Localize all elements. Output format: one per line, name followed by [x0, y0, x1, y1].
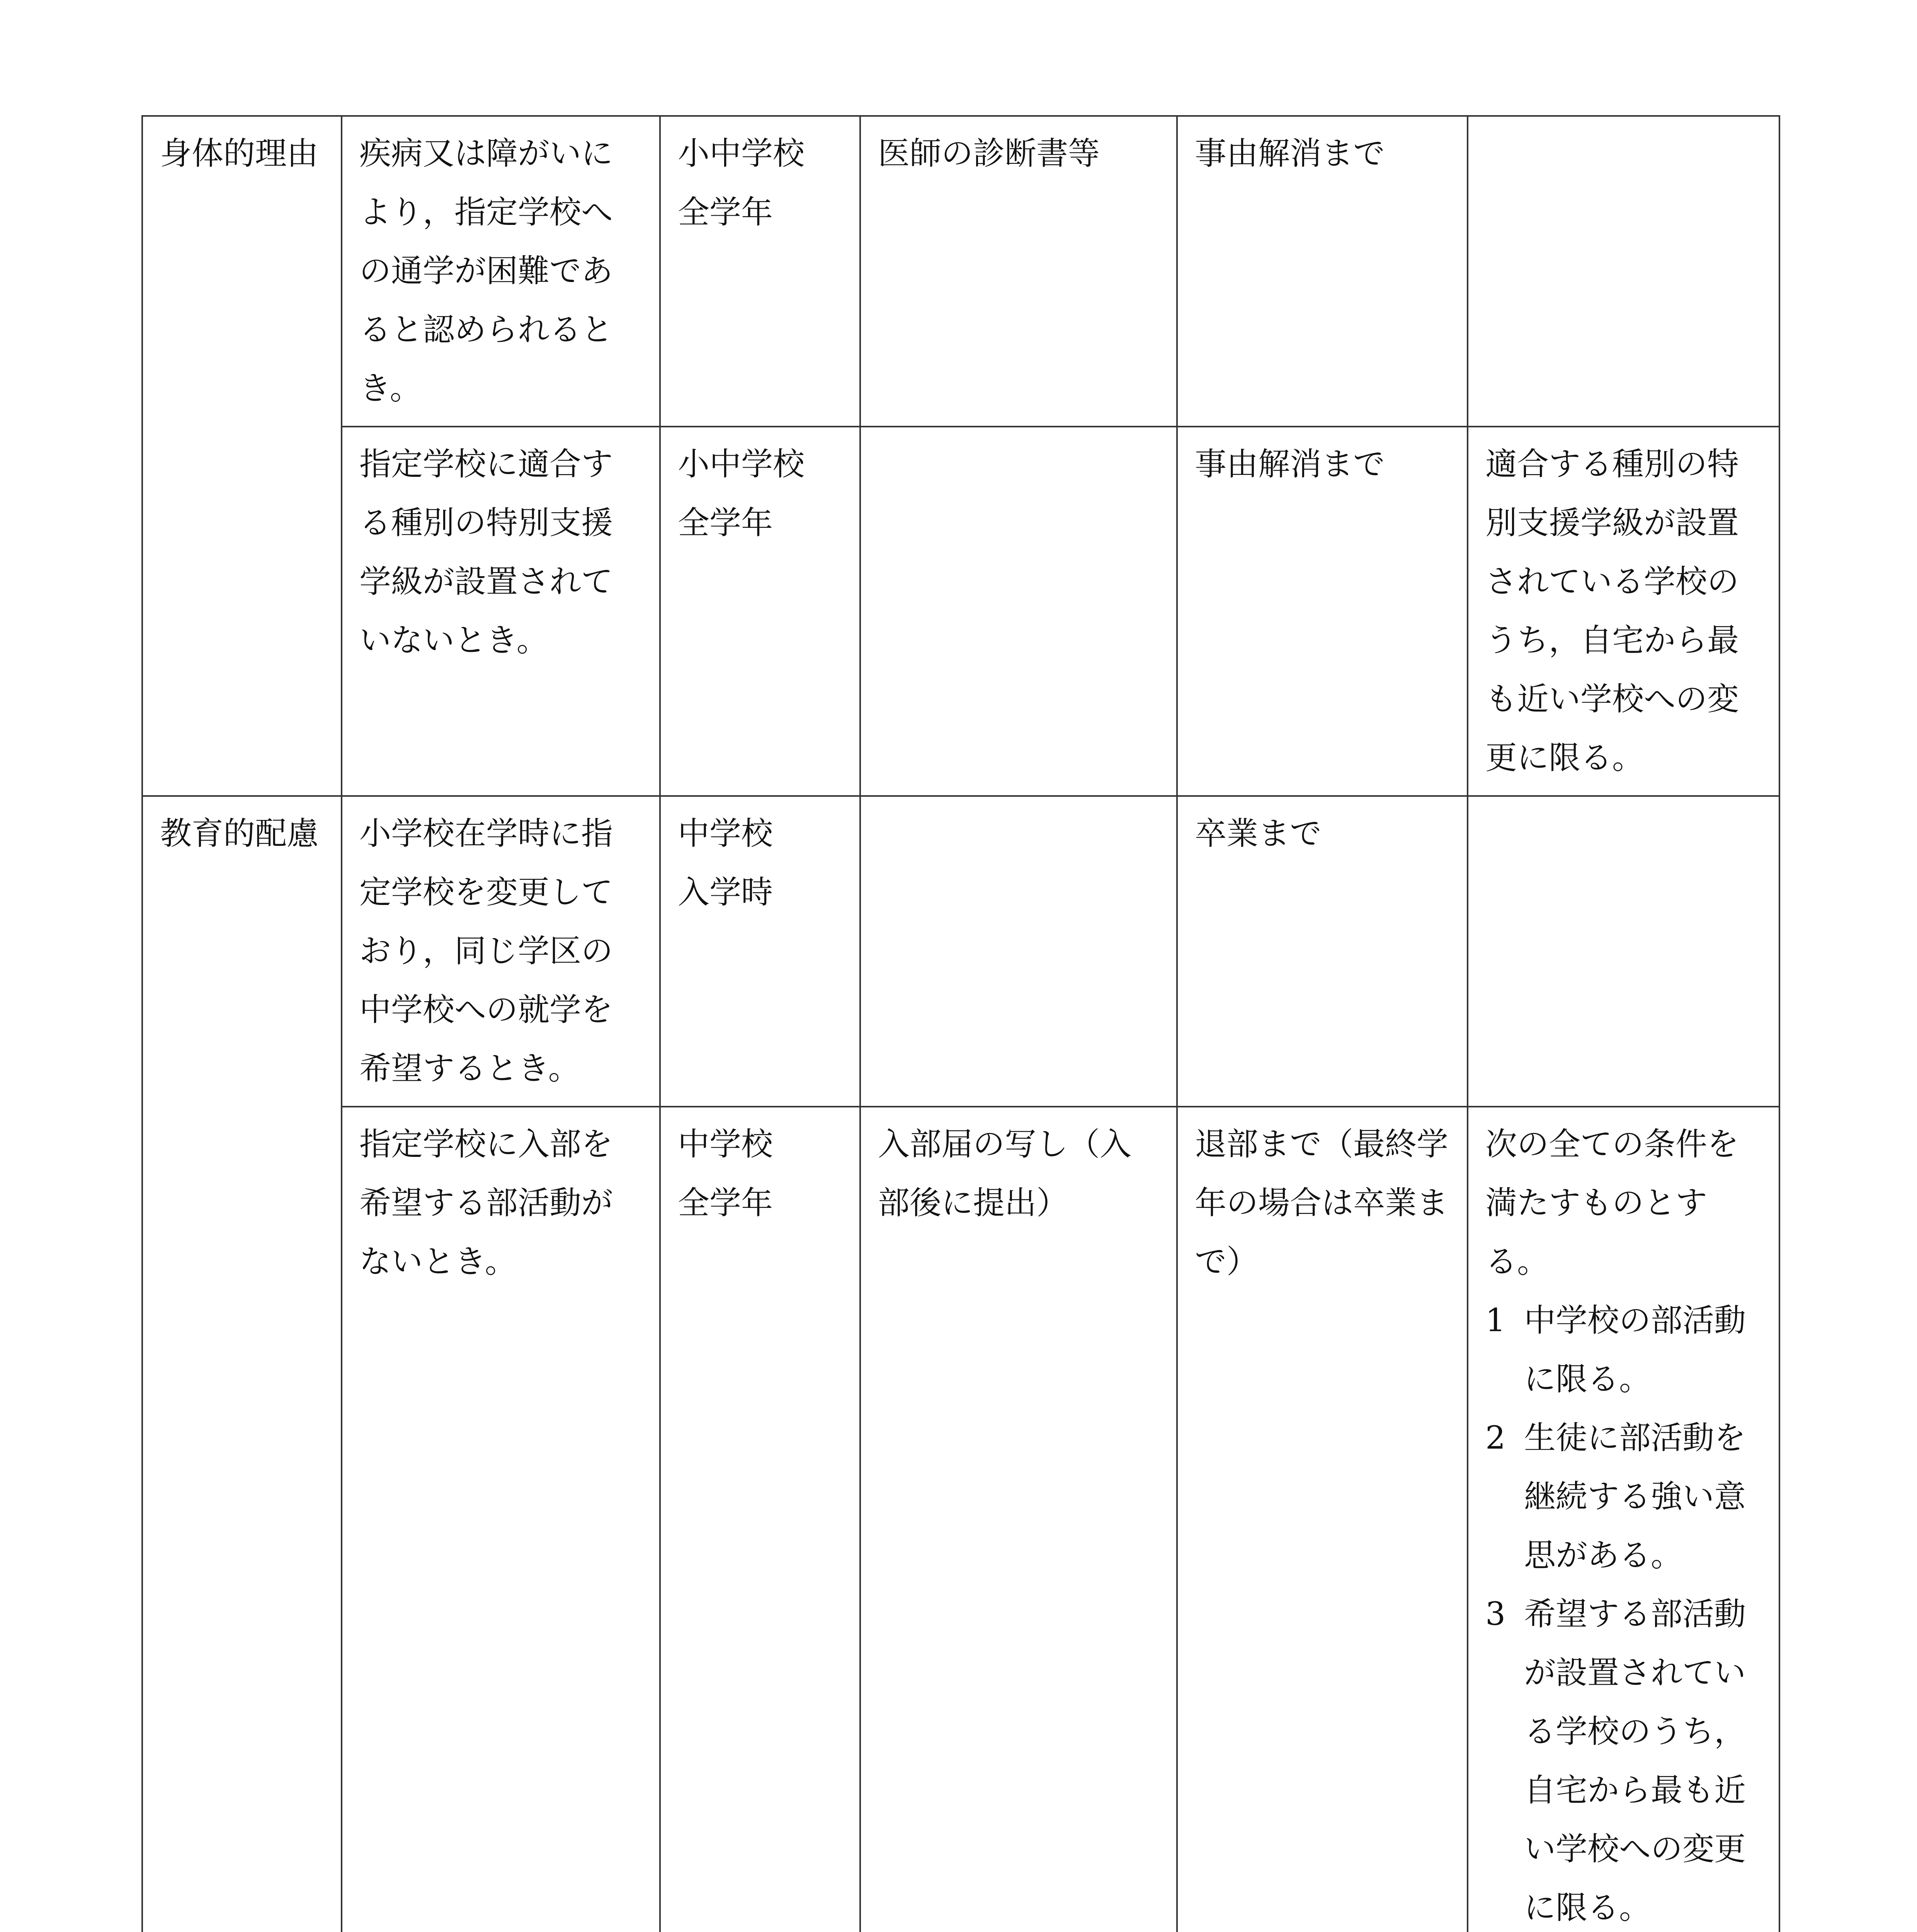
- period-cell: 卒業まで: [1177, 796, 1468, 1107]
- target-school: 小中学校: [678, 135, 805, 172]
- remarks-cell: [1468, 796, 1779, 1107]
- documents-cell: 入部届の写し（入部後に提出）: [860, 1107, 1177, 1932]
- documents-cell: 医師の診断書等: [860, 116, 1177, 427]
- remarks-cell: [1468, 1107, 1779, 1932]
- condition-text: 希望する部活動が設置されている学校のうち，自宅から最も近い学校への変更に限る。: [1524, 1596, 1746, 1926]
- documents-cell: [860, 796, 1177, 1107]
- table-row: [142, 116, 1779, 427]
- table-row: [142, 796, 1779, 1107]
- period-cell: 退部まで（最終学年の場合は卒業まで）: [1177, 1107, 1468, 1932]
- target-cell: [660, 1107, 860, 1932]
- documents-cell: [860, 427, 1177, 796]
- target-school: 小中学校: [678, 446, 805, 483]
- condition-item-2: [1485, 1409, 1762, 1585]
- school-change-criteria-table: [141, 115, 1780, 1932]
- condition-cell: 指定学校に適合する種別の特別支援学級が設置されていないとき。: [342, 427, 660, 796]
- condition-cell: 指定学校に入部を希望する部活動がないとき。: [342, 1107, 660, 1932]
- condition-text: 生徒に部活動を継続する強い意思がある。: [1524, 1420, 1746, 1574]
- table-row: [142, 427, 1779, 796]
- target-grade: 全学年: [678, 505, 773, 541]
- target-grade: 全学年: [678, 194, 773, 231]
- target-grade: 入学時: [678, 874, 773, 911]
- period-cell: 事由解消まで: [1177, 427, 1468, 796]
- condition-num: 2: [1485, 1420, 1506, 1456]
- period-cell: 事由解消まで: [1177, 116, 1468, 427]
- category-cell: 身体的理由: [142, 116, 342, 796]
- target-grade: 全学年: [678, 1185, 773, 1221]
- target-school: 中学校: [678, 815, 773, 852]
- target-cell: [660, 796, 860, 1107]
- remarks-cell: 適合する種別の特別支援学級が設置されている学校のうち，自宅から最も近い学校への変更に限る。: [1468, 427, 1779, 796]
- condition-cell: 小学校在学時に指定学校を変更しており，同じ学区の中学校への就学を希望するとき。: [342, 796, 660, 1107]
- condition-cell: 疾病又は障がいにより，指定学校への通学が困難であると認められるとき。: [342, 116, 660, 427]
- category-cell: 教育的配慮: [142, 796, 342, 1932]
- remarks-cell: [1468, 116, 1779, 427]
- remarks-intro: 次の全ての条件を満たすものとする。: [1485, 1126, 1739, 1280]
- target-school: 中学校: [678, 1126, 773, 1163]
- condition-text: 中学校の部活動に限る。: [1524, 1302, 1746, 1398]
- condition-num: 1: [1485, 1302, 1506, 1339]
- condition-item-1: [1485, 1291, 1762, 1409]
- target-cell: [660, 116, 860, 427]
- target-cell: [660, 427, 860, 796]
- condition-item-3: [1485, 1585, 1762, 1932]
- table-row: [142, 1107, 1779, 1932]
- condition-num: 3: [1485, 1596, 1506, 1633]
